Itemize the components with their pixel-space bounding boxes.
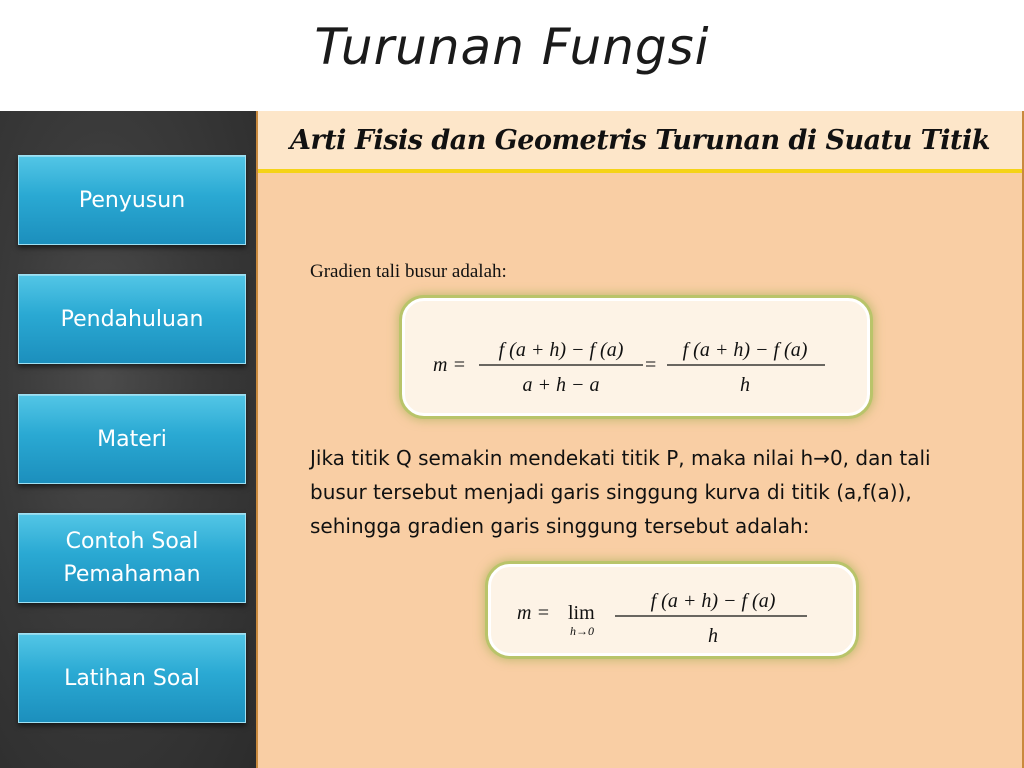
nav-button-pendahuluan[interactable]: Pendahuluan [18,274,246,364]
formula1-denominator-2: h [740,374,750,396]
formula2-lhs: m = [517,602,550,624]
nav-button-contoh-soal[interactable]: Contoh Soal Pemahaman [18,513,246,603]
content-panel [256,111,1024,768]
formula2-numerator: f (a + h) − f (a) [650,590,776,612]
slide-title: Turunan Fungsi [314,18,710,76]
formula2-lim: lim [568,602,595,624]
formula1-equals: = [645,354,657,376]
formula-box-secant [402,298,870,416]
derivative-formula [491,567,853,653]
formula1-denominator-1: a + h − a [522,374,600,396]
formula2-denominator: h [708,625,718,647]
section-heading: Arti Fisis dan Geometris Turunan di Suatu Titik [258,111,1022,173]
explanation-paragraph: Jika titik Q semakin mendekati titik P, maka nilai h→0, dan tali busur tersebut menjadi garis singgung kurva di titik (a,f(a)), sehingga gradien garis singgung tersebut adalah: [310,446,931,538]
secant-formula [405,301,867,413]
sidebar-nav [0,111,256,768]
formula1-lhs: m = [433,354,466,376]
formula-box-derivative [488,564,856,656]
formula2-subscript: h→0 [570,624,594,638]
formula1-numerator-1: f (a + h) − f (a) [498,339,624,361]
nav-button-penyusun[interactable]: Penyusun [18,155,246,245]
nav-button-latihan-soal[interactable]: Latihan Soal [18,633,246,723]
nav-button-materi[interactable]: Materi [18,394,246,484]
formula1-numerator-2: f (a + h) − f (a) [682,339,808,361]
intro-text: Gradien tali busur adalah: [310,261,507,282]
